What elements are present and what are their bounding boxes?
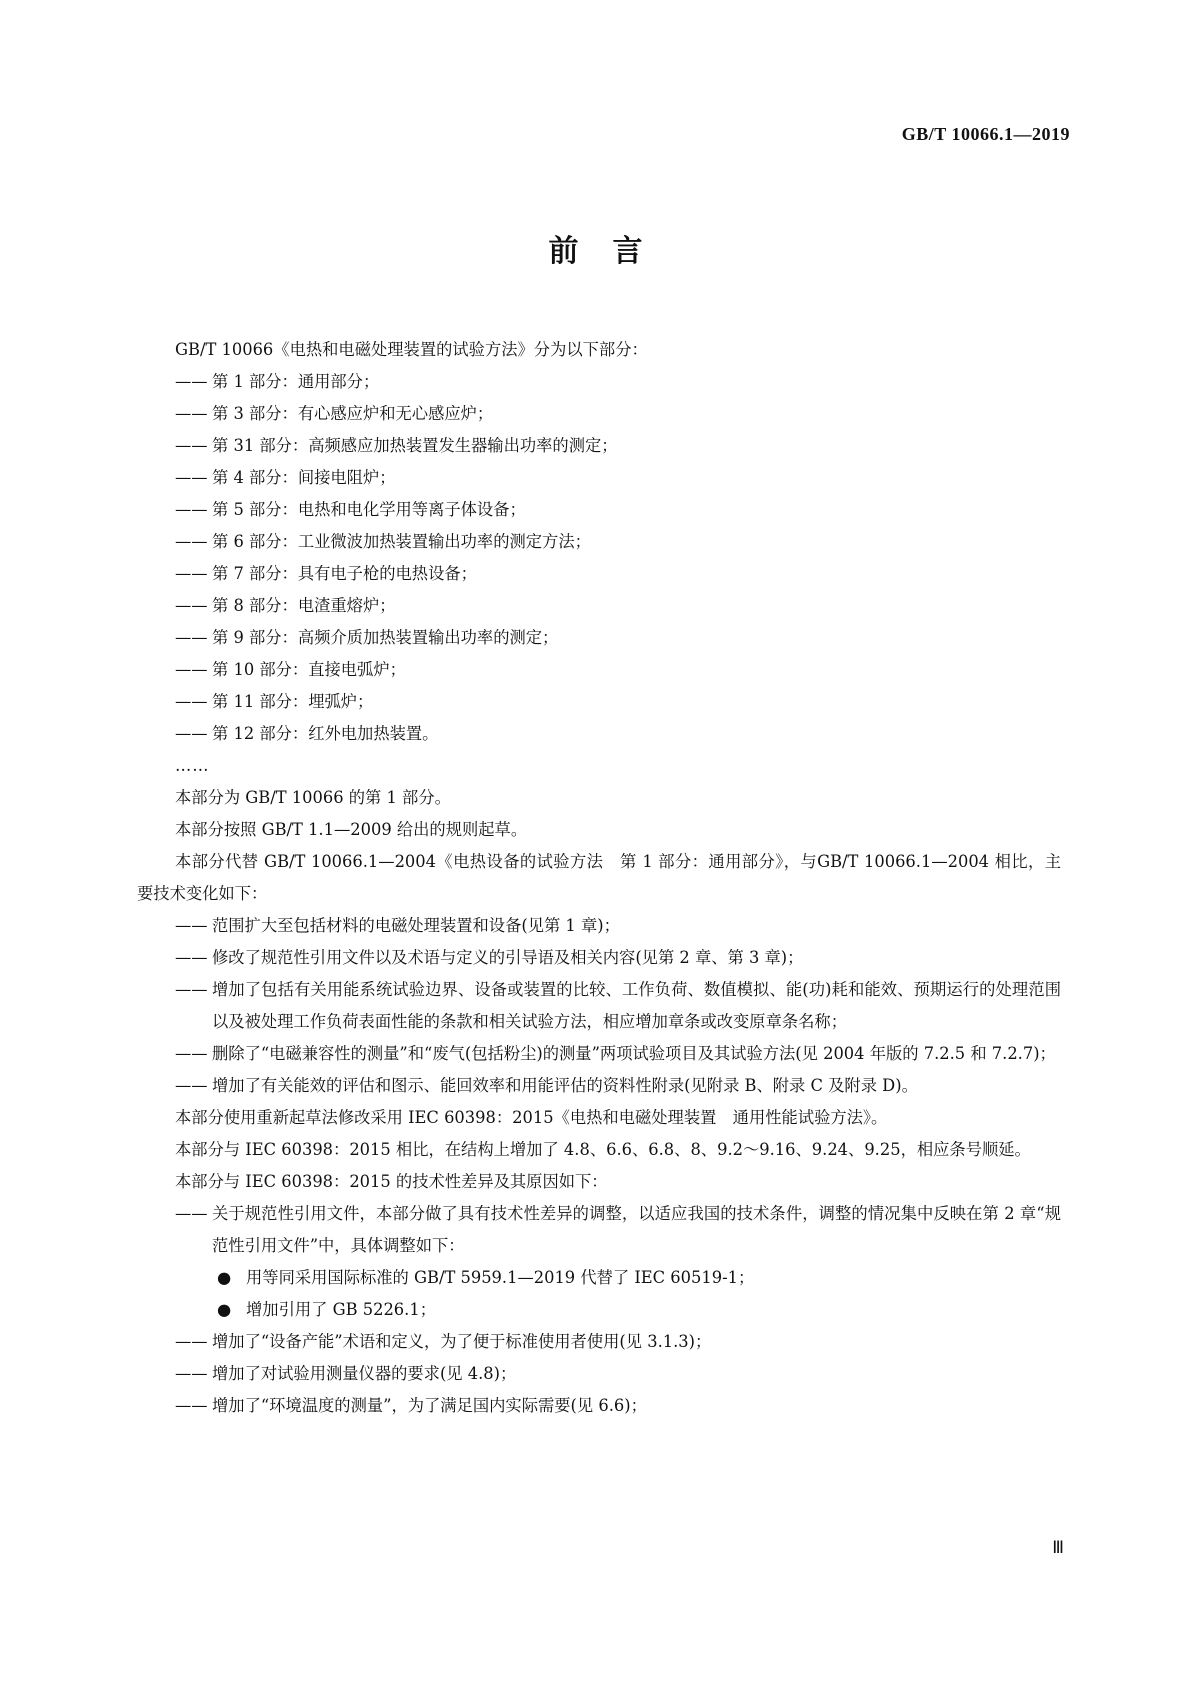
dash-mark: —— bbox=[175, 564, 208, 583]
dash-mark: —— bbox=[175, 1332, 208, 1351]
dash-mark: —— bbox=[175, 468, 208, 487]
dash-mark: —— bbox=[175, 692, 208, 711]
list-item: —— 增加了对试验用测量仪器的要求(见 4.8)； bbox=[137, 1358, 1061, 1390]
intro-paragraph: GB/T 10066《电热和电磁处理装置的试验方法》分为以下部分： bbox=[175, 340, 648, 359]
list-item: —— 第 4 部分：间接电阻炉； bbox=[137, 462, 1061, 494]
dash-mark: —— bbox=[175, 532, 208, 551]
list-item: —— 增加了“环境温度的测量”，为了满足国内实际需要(见 6.6)； bbox=[137, 1390, 1061, 1422]
list-item: —— 第 6 部分：工业微波加热装置输出功率的测定方法； bbox=[137, 526, 1061, 558]
paragraph-part-statement: 本部分为 GB/T 10066 的第 1 部分。 bbox=[175, 788, 451, 807]
dash-mark: —— bbox=[175, 596, 208, 615]
paragraph-structure-diff: 本部分与 IEC 60398：2015 相比，在结构上增加了 4.8、6.6、6.8、8、9.2～9.16、9.24、9.25，相应条号顺延。 bbox=[175, 1140, 1031, 1159]
dash-mark: —— bbox=[175, 660, 208, 679]
list-item: —— 删除了“电磁兼容性的测量”和“废气(包括粉尘)的测量”两项试验项目及其试验方法(见 2004 年版的 7.2.5 和 7.2.7)； bbox=[137, 1038, 1061, 1070]
bullet-item: ● 增加引用了 GB 5226.1； bbox=[137, 1294, 1061, 1326]
list-item: —— 第 9 部分：高频介质加热装置输出功率的测定； bbox=[137, 622, 1061, 654]
dash-mark: —— bbox=[175, 980, 208, 999]
list-item: —— 第 31 部分：高频感应加热装置发生器输出功率的测定； bbox=[137, 430, 1061, 462]
dash-mark: —— bbox=[175, 404, 208, 423]
paragraph-adoption: 本部分使用重新起草法修改采用 IEC 60398：2015《电热和电磁处理装置 通用性能试验方法》。 bbox=[175, 1108, 888, 1127]
page-number: Ⅲ bbox=[1052, 1538, 1064, 1557]
bullet-icon: ● bbox=[217, 1268, 232, 1287]
dash-mark: —— bbox=[175, 724, 208, 743]
list-item: —— 第 7 部分：具有电子枪的电热设备； bbox=[137, 558, 1061, 590]
dash-mark: —— bbox=[175, 948, 208, 967]
dash-mark: —— bbox=[175, 1364, 208, 1383]
list-item: —— 增加了包括有关用能系统试验边界、设备或装置的比较、工作负荷、数值模拟、能(功)耗和能效、预期运行的处理范围以及被处理工作负荷表面性能的条款和相关试验方法，相应增加章条或改变原章条名称； bbox=[137, 974, 1061, 1038]
bullet-item: ● 用等同采用国际标准的 GB/T 5959.1—2019 代替了 IEC 60519-1； bbox=[137, 1262, 1061, 1294]
bullet-icon: ● bbox=[217, 1300, 232, 1319]
document-body bbox=[137, 334, 1061, 1422]
list-item: —— 第 5 部分：电热和电化学用等离子体设备； bbox=[137, 494, 1061, 526]
dash-mark: —— bbox=[175, 628, 208, 647]
page-title: 前言 bbox=[548, 234, 677, 269]
dash-mark: —— bbox=[175, 916, 208, 935]
list-item: —— 范围扩大至包括材料的电磁处理装置和设备(见第 1 章)； bbox=[137, 910, 1061, 942]
dash-mark: —— bbox=[175, 1076, 208, 1095]
dash-mark: —— bbox=[175, 1044, 208, 1063]
list-item: —— 第 11 部分：埋弧炉； bbox=[137, 686, 1061, 718]
list-item: —— 修改了规范性引用文件以及术语与定义的引导语及相关内容(见第 2 章、第 3 章)； bbox=[137, 942, 1061, 974]
list-item: —— 第 8 部分：电渣重熔炉； bbox=[137, 590, 1061, 622]
dash-mark: —— bbox=[175, 1396, 208, 1415]
list-item: —— 关于规范性引用文件，本部分做了具有技术性差异的调整，以适应我国的技术条件，调整的情况集中反映在第 2 章“规范性引用文件”中，具体调整如下： bbox=[137, 1198, 1061, 1262]
paragraph-drafting-rules: 本部分按照 GB/T 1.1—2009 给出的规则起草。 bbox=[175, 820, 528, 839]
standard-number: GB/T 10066.1—2019 bbox=[901, 124, 1070, 144]
paragraph-technical-diff: 本部分与 IEC 60398：2015 的技术性差异及其原因如下： bbox=[175, 1172, 608, 1191]
dash-mark: —— bbox=[175, 436, 208, 455]
dash-mark: —— bbox=[175, 1204, 208, 1223]
list-item: —— 第 3 部分：有心感应炉和无心感应炉； bbox=[137, 398, 1061, 430]
dash-mark: —— bbox=[175, 500, 208, 519]
list-item: —— 增加了有关能效的评估和图示、能回效率和用能评估的资料性附录(见附录 B、附录 C 及附录 D)。 bbox=[137, 1070, 1061, 1102]
paragraph-replacement: 本部分代替 GB/T 10066.1—2004《电热设备的试验方法 第 1 部分：通用部分》，与GB/T 10066.1—2004 相比，主要技术变化如下： bbox=[137, 852, 1061, 903]
list-item: —— 第 12 部分：红外电加热装置。 bbox=[137, 718, 1061, 750]
list-item: —— 第 10 部分：直接电弧炉； bbox=[137, 654, 1061, 686]
ellipsis: …… bbox=[175, 756, 210, 775]
dash-mark: —— bbox=[175, 372, 208, 391]
list-item: —— 增加了“设备产能”术语和定义，为了便于标准使用者使用(见 3.1.3)； bbox=[137, 1326, 1061, 1358]
list-item: —— 第 1 部分：通用部分； bbox=[137, 366, 1061, 398]
